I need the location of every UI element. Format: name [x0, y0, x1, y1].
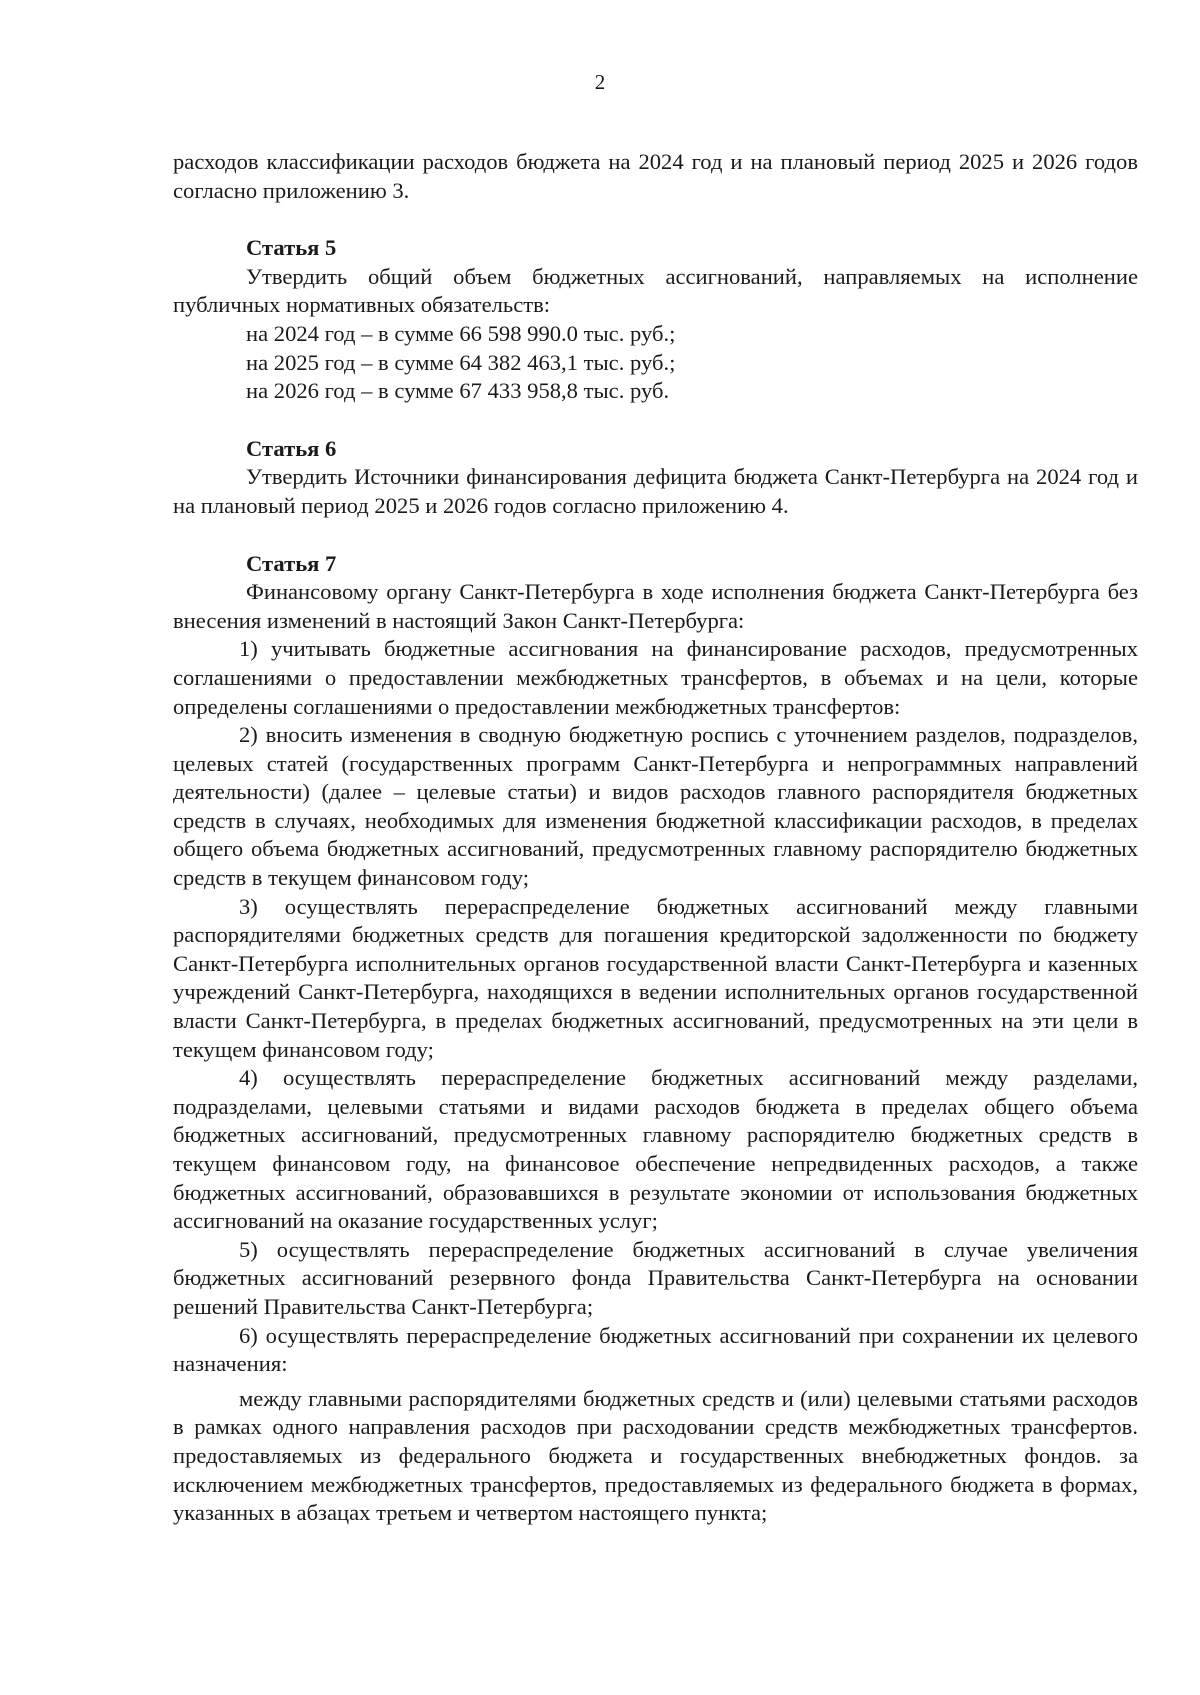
article-7-item-6: 6) осуществлять перераспределение бюджетных ассигнований при сохранении их целевого назначения:	[173, 1322, 1138, 1377]
article-5-item-2025: на 2025 год – в сумме 64 382 463,1 тыс. руб.;	[246, 349, 676, 375]
article-6-text: Утвердить Источники финансирования дефицита бюджета Санкт-Петербурга на 2024 год и на плановый период 2025 и 2026 годов согласно приложению 4.	[173, 464, 1138, 518]
article-7-title: Статья 7	[246, 550, 337, 576]
article-7-item-1: 1) учитывать бюджетные ассигнования на финансирование расходов, предусмотренных соглашениями о предоставлении межбюджетных трансфертов, в объемах и на цели, которые определены соглашениями о предоставлении межбюджетных трансфертов:	[173, 636, 1138, 719]
page-number: 2	[594, 70, 606, 94]
document-body	[173, 148, 1138, 1528]
intro-paragraph: расходов классификации расходов бюджета на 2024 год и на плановый период 2025 и 2026 годов согласно приложению 3.	[173, 149, 1138, 203]
article-7-item-5: 5) осуществлять перераспределение бюджетных ассигнований в случае увеличения бюджетных ассигнований резервного фонда Правительства Санкт-Петербурга на основании решений Правительства Санкт-Петербурга;	[173, 1236, 1138, 1319]
article-5-item-2024: на 2024 год – в сумме 66 598 990.0 тыс. руб.;	[246, 320, 676, 346]
article-7-item-2: 2) вносить изменения в сводную бюджетную роспись с уточнением разделов, подразделов, целевых статей (государственных программ Санкт-Петербурга и непрограммных направлений деятельности) (далее – целевые статьи) и видов расходов главного распорядителя бюджетных средств в случаях, необходимых для изменения бюджетной классификации расходов, в пределах общего объема бюджетных ассигнований, предусмотренных главному распорядителю бюджетных средств в текущем финансовом году;	[173, 722, 1138, 891]
article-5-item-2026: на 2026 год – в сумме 67 433 958,8 тыс. руб.	[246, 378, 670, 404]
article-5-text: Утвердить общий объем бюджетных ассигнований, направляемых на исполнение публичных нормативных обязательств:	[173, 263, 1138, 318]
article-7-item-3: 3) осуществлять перераспределение бюджетных ассигнований между главными распорядителями бюджетных средств для погашения кредиторской задолженности по бюджету Санкт-Петербурга исполнительных органов государственной власти Санкт-Петербурга и казенных учреждений Санкт-Петербурга, находящихся в ведении исполнительных органов государственной власти Санкт-Петербурга, в пределах бюджетных ассигнований, предусмотренных на эти цели в текущем финансовом году;	[173, 893, 1138, 1062]
article-5-title: Статья 5	[246, 235, 337, 261]
article-7-text: Финансовому органу Санкт-Петербурга в ходе исполнения бюджета Санкт-Петербурга без внесения изменений в настоящий Закон Санкт-Петербурга:	[173, 579, 1138, 633]
article-6-title: Статья 6	[246, 435, 337, 461]
article-7-item-4: 4) осуществлять перераспределение бюджетных ассигнований между разделами, подразделами, целевыми статьями и видами расходов бюджета в пределах общего объема бюджетных ассигнований, предусмотренных главному распорядителю бюджетных средств в текущем финансовом году, на финансовое обеспечение непредвиденных расходов, а также бюджетных ассигнований, образовавшихся в результате экономии от использования бюджетных ассигнований на оказание государственных услуг;	[173, 1065, 1138, 1234]
article-7-sub-paragraph: между главными распорядителями бюджетных средств и (или) целевыми статьями расходов в рамках одного направления расходов при расходовании средств межбюджетных трансфертов. предоставляемых из федерального бюджета и государственных внебюджетных фондов. за исключением межбюджетных трансфертов, предоставляемых из федерального бюджета в формах, указанных в абзацах третьем и четвертом настоящего пункта;	[173, 1385, 1138, 1526]
